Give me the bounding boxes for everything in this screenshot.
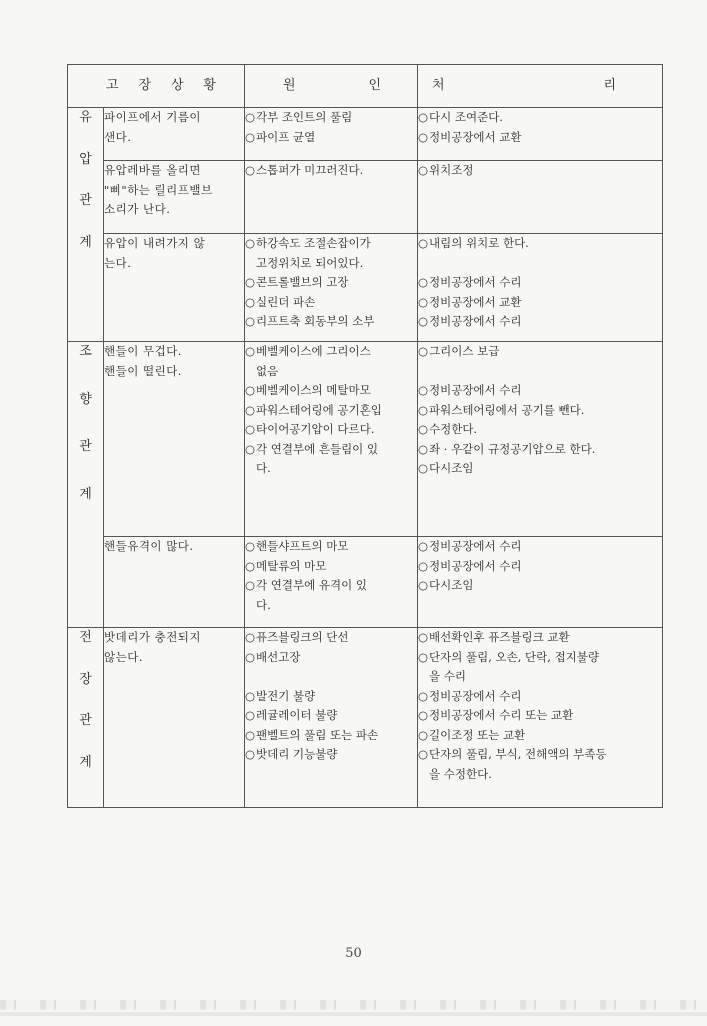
bullet-circle-icon: ○ (418, 441, 429, 456)
remedy-item-text: 단자의 풀림, 부식, 전해액의 부족등 (429, 747, 607, 761)
symptom-line: 유압이 내려가지 않 (104, 236, 206, 250)
bullet-circle-icon: ○ (245, 314, 256, 328)
category-char: 계 (79, 754, 92, 770)
header-cause: 원 인 (245, 65, 418, 108)
remedy-item (418, 706, 662, 726)
bullet-circle-icon: ○ (245, 129, 256, 144)
remedy-item (418, 726, 662, 746)
cause-item (245, 293, 417, 313)
remedy-item-text: 정비공장에서 교환 (429, 294, 522, 309)
remedy-item-text: 내림의 위치로 한다. (429, 236, 529, 250)
cause-item (245, 745, 417, 765)
bullet-circle-icon: ○ (245, 578, 256, 592)
cause-item-text: 파이프 균열 (256, 129, 316, 144)
remedy-item-text: 다시조임 (429, 461, 474, 475)
bullet-circle-icon: ○ (418, 649, 429, 664)
cause-item-text: 스톱퍼가 미끄러진다. (256, 163, 364, 177)
cause-item-text: 밧데리 기능불량 (256, 747, 338, 761)
table-row (68, 342, 663, 537)
cause-item-continuation: 다. (256, 597, 271, 612)
header-symptom: 고 장 상 황 (68, 65, 245, 108)
cause-item (245, 108, 417, 128)
bullet-circle-icon: ○ (418, 275, 429, 289)
remedy-item (418, 459, 662, 479)
cause-item-continuation: 다. (256, 461, 271, 475)
table-row (68, 161, 663, 234)
remedy-item (418, 648, 662, 668)
remedy-item-text: 정비공장에서 수리 (429, 539, 522, 553)
table-row (68, 628, 663, 808)
bullet-circle-icon: ○ (418, 708, 429, 722)
cause-item (245, 706, 417, 726)
cause-item (245, 312, 417, 332)
spacer (418, 362, 662, 382)
symptom-cell (104, 108, 245, 161)
remedy-item-text: 다시조임 (429, 578, 474, 592)
bullet-circle-icon: ○ (418, 236, 429, 250)
symptom-cell (104, 342, 245, 537)
bullet-circle-icon: ○ (418, 344, 429, 358)
remedy-item-text: 정비공장에서 수리 (429, 383, 522, 397)
remedy-item (418, 628, 662, 648)
cause-item-text: 메탈류의 마모 (256, 558, 327, 573)
remedy-cell (418, 234, 663, 342)
scan-artifact (0, 1000, 707, 1010)
cause-cell (245, 161, 418, 234)
symptom-line: 핸들이 무겁다. (104, 344, 182, 358)
cause-item-text: 각 연결부에 유격이 있 (256, 578, 367, 592)
cause-item (245, 401, 417, 421)
category-char: 장 (79, 671, 92, 687)
remedy-item-text: 길이조정 또는 교환 (429, 727, 526, 742)
cause-item (245, 687, 417, 707)
cause-cell (245, 342, 418, 537)
symptom-line: "삐"하는 릴리프밸브 (104, 182, 213, 197)
remedy-item (418, 293, 662, 313)
cause-item (245, 161, 417, 181)
remedy-item (418, 108, 662, 128)
bullet-circle-icon: ○ (245, 727, 256, 742)
bullet-circle-icon: ○ (418, 578, 429, 592)
symptom-cell (104, 628, 245, 808)
bullet-circle-icon: ○ (245, 558, 256, 573)
cause-cell (245, 234, 418, 342)
bullet-circle-icon: ○ (418, 314, 429, 328)
bullet-circle-icon: ○ (245, 539, 256, 553)
remedy-cell (418, 108, 663, 161)
cause-item-text: 각 연결부에 흔들림이 있 (256, 441, 379, 456)
symptom-line: 소리가 난다. (104, 202, 171, 216)
symptom-line: 유압레바를 올리면 (104, 163, 202, 177)
remedy-cell (418, 161, 663, 234)
remedy-item-text: 정비공장에서 수리 (429, 314, 522, 328)
remedy-item-text: 좌 · 우같이 규정공기압으로 한다. (429, 441, 596, 456)
remedy-item-text: 단자의 풀림, 오손, 단락, 접지불량 (429, 649, 600, 664)
remedy-item-text: 그리이스 보급 (429, 344, 500, 358)
bullet-circle-icon: ○ (245, 383, 256, 397)
cause-item-text: 각부 조인트의 풀림 (256, 110, 353, 124)
cause-item (245, 128, 417, 148)
bullet-circle-icon: ○ (245, 275, 256, 289)
remedy-item (418, 420, 662, 440)
bullet-circle-icon: ○ (245, 708, 256, 722)
symptom-line: 샌다. (104, 129, 132, 144)
bullet-circle-icon: ○ (418, 727, 429, 742)
remedy-item (418, 687, 662, 707)
symptom-line: 밧데리가 충전되지 (104, 630, 202, 644)
remedy-item-text: 정비공장에서 수리 (429, 275, 522, 289)
cause-item (245, 381, 417, 401)
bullet-circle-icon: ○ (245, 344, 256, 358)
bullet-circle-icon: ○ (245, 422, 256, 436)
bullet-circle-icon: ○ (245, 630, 256, 644)
table-row (68, 234, 663, 342)
category-char: 향 (79, 391, 92, 407)
category-char: 관 (79, 713, 92, 728)
category-char: 압 (79, 151, 92, 167)
cause-item (245, 234, 417, 254)
bullet-circle-icon: ○ (418, 461, 429, 475)
category-char: 전 (79, 630, 92, 645)
cause-item-text: 실린더 파손 (256, 294, 316, 309)
remedy-item (418, 128, 662, 148)
category-char: 유 (79, 110, 92, 125)
remedy-item (418, 537, 662, 557)
remedy-item-text: 정비공장에서 교환 (429, 129, 522, 144)
remedy-item-text: 파워스테어링에서 공기를 뺀다. (429, 402, 585, 417)
cause-item-text: 콘트롤밸브의 고장 (256, 275, 349, 289)
remedy-item (418, 342, 662, 362)
bullet-circle-icon: ○ (245, 294, 256, 309)
cause-item (245, 557, 417, 577)
symptom-line: 는다. (104, 255, 132, 270)
cause-item-continuation: 고정위치로 되어있다. (256, 255, 364, 270)
cause-item-text: 타이어공기압이 다르다. (256, 422, 375, 436)
cause-item-text: 리프트축 회동부의 소부 (256, 314, 375, 328)
cause-item (245, 273, 417, 293)
cause-item-text: 파워스테어링에 공기혼입 (256, 402, 382, 417)
symptom-line: 파이프에서 기름이 (104, 110, 202, 124)
remedy-item (418, 557, 662, 577)
cause-item-continuation: 없음 (256, 363, 279, 378)
bullet-circle-icon: ○ (418, 688, 429, 703)
bullet-circle-icon: ○ (418, 294, 429, 309)
remedy-item-text: 정비공장에서 수리 또는 교환 (429, 708, 574, 722)
cause-cell (245, 628, 418, 808)
cause-item-text: 발전기 불량 (256, 688, 316, 703)
bullet-circle-icon: ○ (418, 402, 429, 417)
remedy-item (418, 273, 662, 293)
category-char: 계 (79, 234, 92, 250)
category-char: 조 (79, 344, 92, 359)
table-header-row (68, 65, 663, 108)
remedy-item-text: 배선확인후 퓨즈블링크 교환 (429, 630, 570, 644)
bullet-circle-icon: ○ (418, 422, 429, 436)
symptom-line: 핸들이 떨린다. (104, 363, 182, 378)
header-remedy: 처 리 (418, 65, 663, 108)
spacer (245, 667, 417, 687)
remedy-item (418, 381, 662, 401)
remedy-item (418, 401, 662, 421)
remedy-item-text: 정비공장에서 수리 (429, 558, 522, 573)
symptom-cell (104, 161, 245, 234)
cause-item-text: 배선고장 (256, 649, 301, 664)
category-char: 계 (79, 486, 92, 502)
category-cell (68, 108, 104, 342)
remedy-cell (418, 628, 663, 808)
bullet-circle-icon: ○ (245, 110, 256, 124)
bullet-circle-icon: ○ (418, 383, 429, 397)
symptom-cell (104, 234, 245, 342)
scan-artifact-bottom (0, 1012, 707, 1016)
bullet-circle-icon: ○ (245, 688, 256, 703)
remedy-item (418, 161, 662, 181)
bullet-circle-icon: ○ (245, 163, 256, 177)
category-cell (68, 342, 104, 628)
symptom-cell (104, 537, 245, 628)
cause-item (245, 440, 417, 460)
cause-item-text: 레귤레이터 불량 (256, 708, 338, 722)
bullet-circle-icon: ○ (245, 441, 256, 456)
cause-item-text: 퓨즈블링크의 단선 (256, 630, 349, 644)
bullet-circle-icon: ○ (245, 649, 256, 664)
remedy-item-continuation: 을 수정한다. (429, 766, 492, 781)
cause-cell (245, 108, 418, 161)
page-number: 50 (345, 946, 362, 961)
category-char: 관 (79, 439, 92, 454)
remedy-item-text: 수정한다. (429, 422, 478, 436)
cause-item (245, 420, 417, 440)
cause-item (245, 576, 417, 596)
bullet-circle-icon: ○ (418, 110, 429, 124)
remedy-item-continuation: 을 수리 (429, 669, 466, 683)
spacer (418, 254, 662, 274)
cause-item (245, 342, 417, 362)
remedy-cell (418, 537, 663, 628)
cause-item (245, 726, 417, 746)
category-char: 관 (79, 193, 92, 208)
remedy-item-text: 다시 조여준다. (429, 110, 503, 124)
remedy-cell (418, 342, 663, 537)
symptom-line: 핸들유격이 많다. (104, 539, 194, 553)
cause-item (245, 628, 417, 648)
bullet-circle-icon: ○ (245, 236, 256, 250)
remedy-item-text: 정비공장에서 수리 (429, 688, 522, 703)
bullet-circle-icon: ○ (245, 402, 256, 417)
table-row (68, 537, 663, 628)
remedy-item (418, 312, 662, 332)
bullet-circle-icon: ○ (418, 747, 429, 761)
table-row (68, 108, 663, 161)
troubleshooting-table (67, 64, 663, 808)
cause-item (245, 648, 417, 668)
cause-item-text: 핸들샤프트의 마모 (256, 539, 349, 553)
bullet-circle-icon: ○ (418, 630, 429, 644)
bullet-circle-icon: ○ (418, 558, 429, 573)
bullet-circle-icon: ○ (245, 747, 256, 761)
bullet-circle-icon: ○ (418, 129, 429, 144)
cause-item (245, 537, 417, 557)
remedy-item-text: 위치조정 (429, 163, 474, 177)
symptom-line: 않는다. (104, 649, 143, 664)
cause-item-text: 하강속도 조절손잡이가 (256, 236, 371, 250)
cause-cell (245, 537, 418, 628)
table-body (68, 108, 663, 808)
cause-item-text: 팬벨트의 풀림 또는 파손 (256, 727, 379, 742)
remedy-item (418, 440, 662, 460)
remedy-item (418, 576, 662, 596)
category-cell (68, 628, 104, 808)
cause-item-text: 베벨케이스의 메탈마모 (256, 383, 371, 397)
bullet-circle-icon: ○ (418, 163, 429, 177)
bullet-circle-icon: ○ (418, 539, 429, 553)
cause-item-text: 베벨케이스에 그리이스 (256, 344, 371, 358)
remedy-item (418, 234, 662, 254)
remedy-item (418, 745, 662, 765)
